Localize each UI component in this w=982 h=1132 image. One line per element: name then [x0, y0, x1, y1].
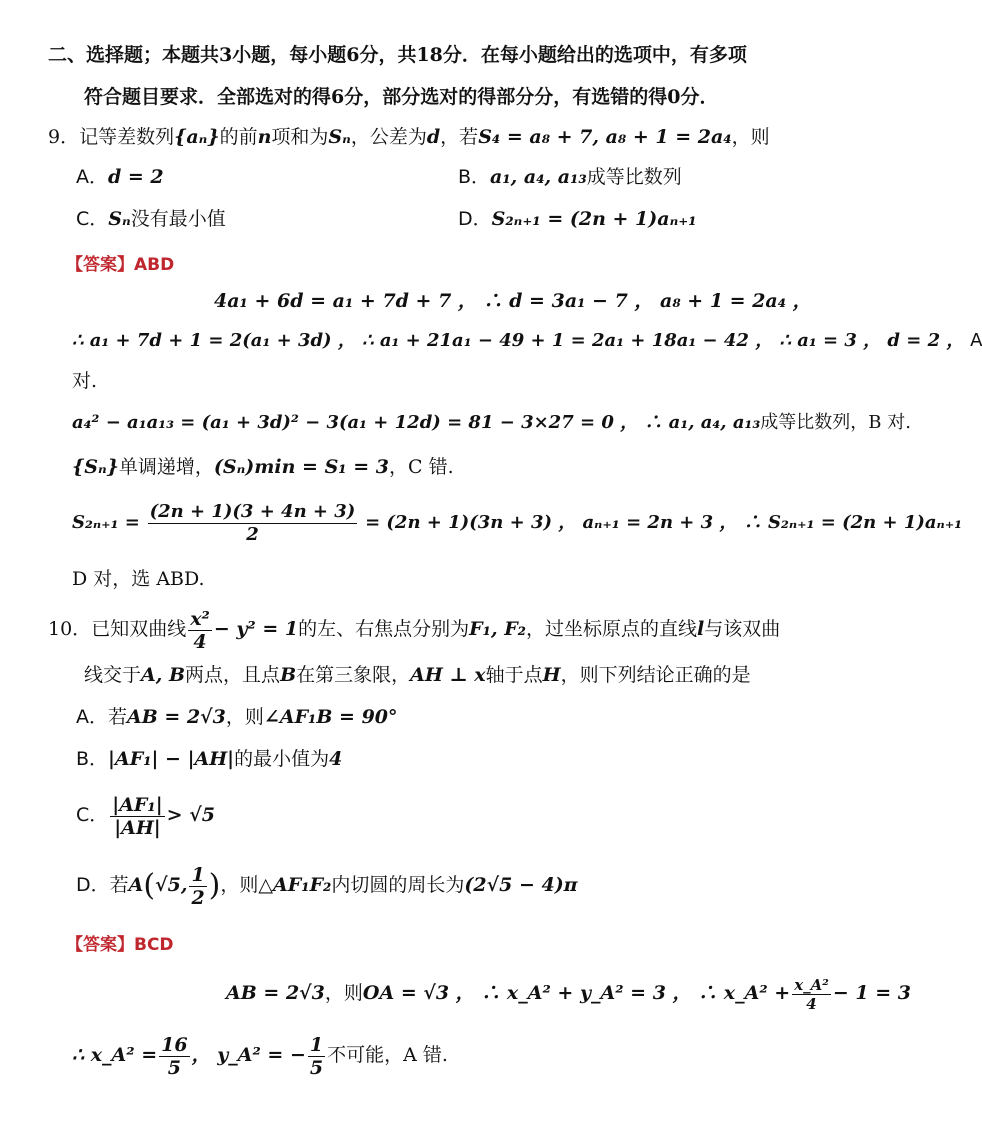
q9-stem: 9．记等差数列{aₙ}的前n项和为Sₙ，公差为d，若S₄ = a₈ + 7, a₈ + 1 = 2a₄，则: [48, 126, 770, 148]
q9-option-a: A．d = 2: [76, 166, 164, 188]
q10-ratio-fraction: $\frac{\text{|AF₁|}}{|AH|}$: [112, 793, 163, 839]
q9-solution-line2: ∴ a₁ + 7d + 1 = 2(a₁ + 3d) ， ∴ a₁ + 21a₁ − 49 + 1 = 2a₁ + 18a₁ − 42 ， ∴ a₁ = 3 ， d = 2 ， A: [72, 330, 982, 351]
q10-stem: 10．已知双曲线 $\frac{\text{x²}}{4}$ − y² = 1的左、右焦点分别为F₁, F₂，过坐标原点的直线l与该双曲: [48, 607, 781, 653]
q9-option-b: B．a₁, a₄, a₁₃成等比数列: [458, 166, 682, 188]
q9-solution-line5: S₂ₙ₊₁ = $\frac{(2n + 1)(3 + 4n + 3)}{2}$ = (2n + 1)(3n + 3) ， aₙ₊₁ = 2n + 3 ， ∴ S₂ₙ₊₁ = (2n + 1)aₙ₊₁: [72, 500, 963, 545]
q9-solution-line2b: 对.: [72, 370, 98, 392]
q9-solution-line1: 4a₁ + 6d = a₁ + 7d + 7 ， ∴ d = 3a₁ − 7 ， a₈ + 1 = 2a₄ ，: [214, 290, 812, 312]
q9-option-c: C．Sₙ没有最小值: [76, 208, 226, 230]
q10-stem-line2: 线交于A, B两点，且点B在第三象限，AH ⊥ x轴于点H，则下列结论正确的是: [84, 664, 751, 686]
q10-option-a: A．若AB = 2√3，则∠AF₁B = 90°: [76, 706, 398, 728]
q9-solution-line4: {Sₙ}单调递增，(Sₙ)min = S₁ = 3，C 错.: [72, 456, 454, 478]
q10-answer: 【答案】BCD: [66, 935, 174, 955]
q10-solution-fraction: $\frac{\text{x\_A²}}{4}$: [794, 975, 829, 1013]
q10-y-fraction: $\frac{1}{5}$: [309, 1033, 324, 1079]
q9-solution-line3: a₄² − a₁a₁₃ = (a₁ + 3d)² − 3(a₁ + 12d) = 81 − 3×27 = 0 ， ∴ a₁, a₄, a₁₃成等比数列，B 对.: [72, 412, 911, 433]
q10-point-fraction: $\frac{1}{2}$: [191, 863, 205, 909]
q10-solution-line2: ∴ x_A² = $\frac{16}{5}$ ， y_A² = − $\frac{1}{5}$ 不可能，A 错.: [72, 1033, 448, 1079]
q10-option-c: C． $\frac{\text{|AF₁|}}{|AH|}$ > √5: [76, 793, 215, 839]
q9-option-d: D．S₂ₙ₊₁ = (2n + 1)aₙ₊₁: [458, 208, 697, 230]
q10-option-d: D．若A(√5, $\frac{1}{2}$ )，则△AF₁F₂内切圆的周长为(2√5 − 4)π: [76, 863, 578, 909]
q10-hyperbola-fraction: $\frac{\text{x²}}{4}$: [190, 607, 210, 653]
section-header-line1: 二、选择题；本题共3小题，每小题6分，共18分．在每小题给出的选项中，有多项: [48, 44, 747, 66]
q10-option-b: B．|AF₁| − |AH|的最小值为4: [76, 748, 343, 770]
q9-sum-fraction: $\frac{(2n + 1)(3 + 4n + 3)}{2}$: [149, 500, 356, 545]
q9-solution-line6: D 对，选 ABD.: [72, 568, 205, 590]
q10-solution-line1: AB = 2√3，则OA = √3 ， ∴ x_A² + y_A² = 3 ， ∴ x_A² + $\frac{\text{x\_A²}}{4}$ − 1 = 3: [226, 975, 911, 1013]
q10-x-fraction: $\frac{16}{5}$: [161, 1033, 188, 1079]
section-header-line2: 符合题目要求．全部选对的得6分，部分选对的得部分分，有选错的得0分．: [84, 86, 719, 108]
q9-answer: 【答案】ABD: [66, 255, 175, 275]
